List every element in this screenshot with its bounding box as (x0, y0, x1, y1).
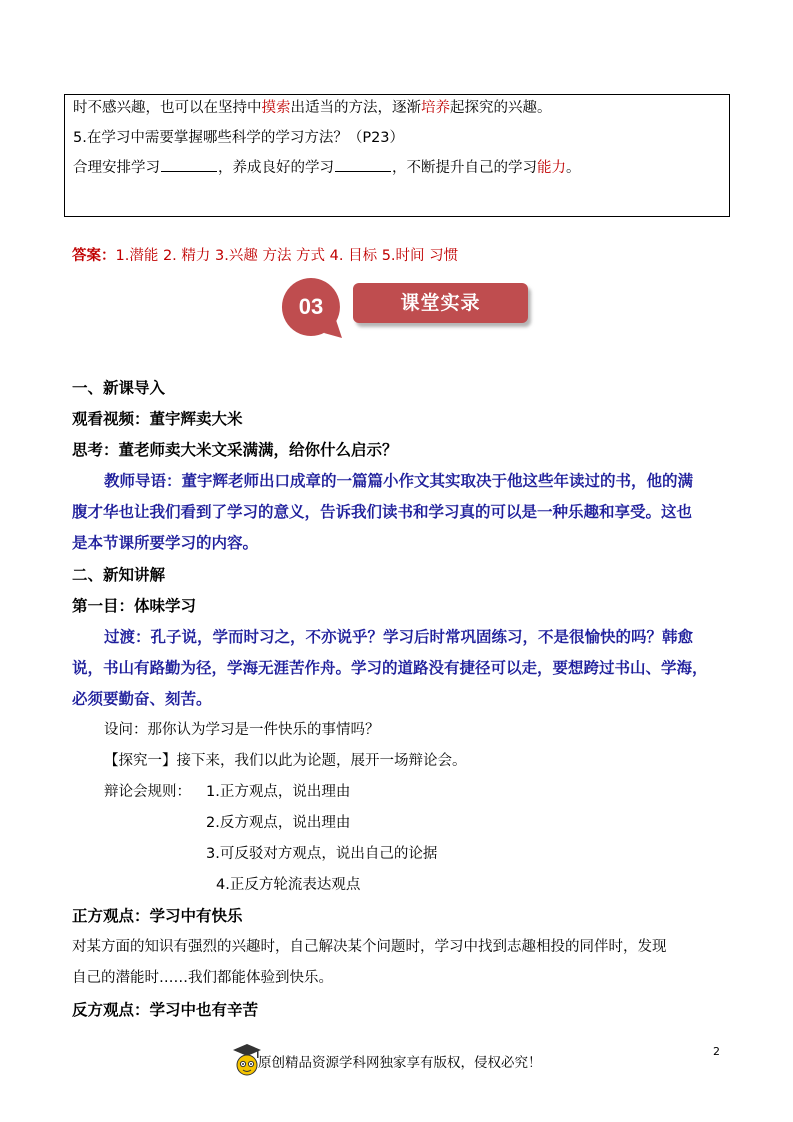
fill-blank[interactable] (335, 158, 391, 172)
answer-line (72, 244, 458, 265)
box-line-3: 合理安排学习 ，养成良好的学习 ，不断提升自己的学习能力。 (73, 160, 581, 176)
think-question: 思考：董老师卖大米文采满满，给你什么启示？ (72, 441, 398, 459)
explore-line: 【探究一】接下来，我们以此为论题，展开一场辩论会。 (104, 753, 467, 769)
transition-line-1: 过渡：孔子说，学而时习之，不亦说乎？学习后时常巩固练习，不是很愉快的吗？韩愈 (104, 628, 694, 646)
section-number-badge (280, 276, 342, 338)
transition-line-3: 必须要勤奋、刻苦。 (72, 690, 212, 708)
rule-4: 4.正反方轮流表达观点 (216, 877, 361, 893)
pro-view-line-2: 自己的潜能时……我们都能体验到快乐。 (72, 970, 333, 986)
section-item-1: 第一目：体味学习 (72, 597, 197, 615)
pro-view-line-1: 对某方面的知识有强烈的兴趣时，自己解决某个问题时，学习中找到志趣相投的同伴时，发现 (72, 939, 667, 955)
teacher-guide-line-1: 教师导语：董宇辉老师出口成章的一篇篇小作文其实取决于他这些年读过的书，他的满 (104, 472, 694, 490)
teacher-guide-line-3: 是本节课所要学习的内容。 (72, 534, 259, 552)
question-line: 设问：那你认为学习是一件快乐的事情吗？ (104, 722, 380, 738)
box-line-1: 时不感兴趣，也可以在坚持中摸索出适当的方法，逐渐培养起探究的兴趣。 (73, 100, 552, 116)
keyword-cultivate: 培养 (421, 100, 450, 116)
rule-2: 2.反方观点，说出理由 (206, 815, 351, 831)
rules-label: 辩论会规则： (104, 784, 191, 800)
rule-3: 3.可反驳对方观点，说出自己的论据 (206, 846, 438, 862)
heading-new-lesson-intro: 一、新课导入 (72, 379, 166, 397)
con-view-title: 反方观点：学习中也有辛苦 (72, 1001, 259, 1019)
transition-line-2: 说，书山有路勤为径，学海无涯苦作舟。学习的道路没有捷径可以走，要想跨过书山、学海， (72, 659, 708, 677)
answer-label: 答案： (72, 248, 116, 264)
heading-new-knowledge: 二、新知讲解 (72, 566, 166, 584)
keyword-explore: 摸索 (261, 100, 291, 116)
answer-text: 1.潜能 2. 精力 3.兴趣 方法 方式 4. 目标 5.时间 习惯 (115, 248, 459, 264)
section-title-banner: 课堂实录 (353, 283, 528, 323)
pro-view-title: 正方观点：学习中有快乐 (72, 907, 243, 925)
teacher-guide-line-2: 腹才华也让我们看到了学习的意义，告诉我们读书和学习真的可以是一种乐趣和享受。这也 (72, 503, 693, 521)
page-number: 2 (713, 1045, 720, 1058)
rule-1: 1.正方观点，说出理由 (206, 784, 351, 800)
fill-blank[interactable] (161, 158, 217, 172)
video-line: 观看视频：董宇辉卖大米 (72, 410, 243, 428)
copyright-text: 原创精品资源学科网独家享有版权，侵权必究！ (258, 1055, 542, 1071)
box-line-2: 5.在学习中需要掌握哪些科学的学习方法？（P23） (73, 130, 405, 146)
exercise-box (64, 94, 730, 217)
section-number: 03 (298, 294, 324, 319)
